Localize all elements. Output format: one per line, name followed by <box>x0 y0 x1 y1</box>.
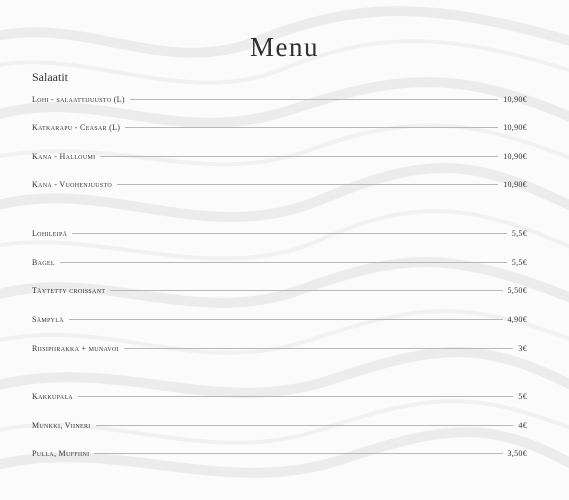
leader-line <box>96 425 514 426</box>
leader-line <box>130 99 498 100</box>
item-price: 3,50€ <box>507 448 527 458</box>
leader-line <box>124 348 513 349</box>
list-item <box>32 284 527 296</box>
item-name: Täytetty croissant <box>32 285 106 295</box>
list-item <box>32 121 527 133</box>
list-item <box>32 227 527 239</box>
item-name: Lohileipä <box>32 228 68 238</box>
item-name: Sämpylä <box>32 314 64 324</box>
list-item <box>32 256 527 268</box>
item-price: 5,5€ <box>511 228 527 238</box>
item-price: 5,50€ <box>507 285 527 295</box>
item-price: 3€ <box>518 343 527 353</box>
list-item <box>32 178 527 190</box>
item-name: Munkki, Viineri <box>32 420 91 430</box>
leader-line <box>94 453 502 454</box>
item-price: 10,90€ <box>503 151 527 161</box>
list-item <box>32 93 527 105</box>
leader-line <box>117 184 498 185</box>
item-price: 5,5€ <box>511 257 527 267</box>
leader-line <box>125 127 498 128</box>
leader-line <box>60 262 507 263</box>
leader-line <box>110 290 502 291</box>
item-name: Kakkupala <box>32 391 73 401</box>
item-name: Kana - Vuohenjuusto <box>32 179 112 189</box>
item-price: 4,90€ <box>507 314 527 324</box>
list-item <box>32 150 527 162</box>
section-heading-salads: Salaatit <box>32 70 68 84</box>
list-item <box>32 313 527 325</box>
item-name: Pulla, Muffiini <box>32 448 90 458</box>
menu-title: Menu <box>250 32 319 62</box>
leader-line <box>72 233 507 234</box>
item-price: 10,90€ <box>503 179 527 189</box>
item-name: Bagel <box>32 257 55 267</box>
list-item <box>32 390 527 402</box>
item-price: 5€ <box>518 391 527 401</box>
leader-line <box>78 396 513 397</box>
leader-line <box>69 319 503 320</box>
leader-line <box>100 156 498 157</box>
item-name: Riisipiirakka + munavoi <box>32 343 119 353</box>
item-name: Katkarapu - Ceasar (L) <box>32 122 121 132</box>
item-name: Lohi - salaattijuusto (L) <box>32 94 125 104</box>
item-price: 4€ <box>518 420 527 430</box>
list-item <box>32 419 527 431</box>
item-name: Kana - Halloumi <box>32 151 96 161</box>
list-item <box>32 447 527 459</box>
item-price: 10,90€ <box>503 122 527 132</box>
item-price: 10,90€ <box>503 94 527 104</box>
list-item <box>32 342 527 354</box>
